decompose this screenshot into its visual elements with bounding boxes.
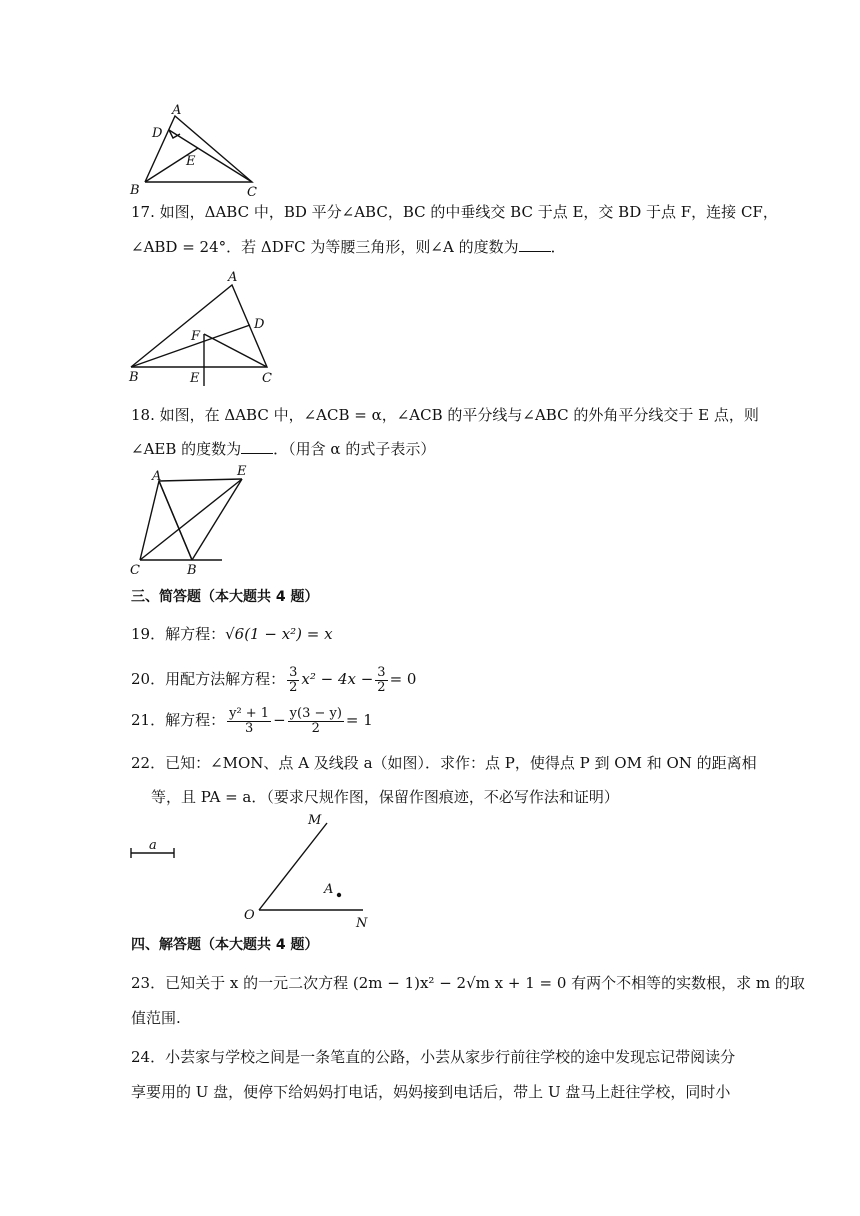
label-C: C [262,371,272,386]
label-E: E [186,154,196,169]
q23-line1: 23．已知关于 x 的一元二次方程 (2m − 1)x² − 2√m x + 1 = 0 有两个不相等的实数根，求 m 的取 [131,974,805,992]
label-B: B [130,183,140,198]
q19-label: 19．解方程： [131,625,226,643]
q18-line2-post: ．（用含 α 的式子表示） [273,440,436,458]
fraction: $\frac{y(3 - y)}{2}$ [289,705,342,736]
label-A: A [324,882,334,897]
section-heading-4: 四、解答题（本大题共 4 题） [131,937,319,953]
q21-end: = 1 [345,711,373,729]
q24-line2: 享要用的 U 盘，便停下给妈妈打电话，妈妈接到电话后，带上 U 盘马上赶往学校，同时小 [131,1083,731,1101]
label-A: A [172,103,182,118]
label-E: E [190,371,200,386]
q22-line2: 等，且 PA = a．（要求尺规作图，保留作图痕迹，不必写作法和证明） [151,788,619,806]
q19-equation: √6(1 − x²) = x [225,625,333,643]
q18-line2-pre: ∠AEB 的度数为 [131,440,242,458]
q24-line1: 24．小芸家与学校之间是一条笔直的公路，小芸从家步行前往学校的途中发现忘记带阅读分 [131,1048,736,1066]
q18-line1: 18. 如图，在 ΔABC 中，∠ACB = α，∠ACB 的平分线与∠ABC 的外角平分线交于 E 点，则 [131,406,759,424]
label-A: A [228,270,238,285]
fraction: $\frac{3}{2}$ [289,664,298,695]
label-D: D [152,126,163,141]
q17-line2-post: ． [550,238,566,256]
label-C: C [130,563,140,578]
section-heading-3: 三、简答题（本大题共 4 题） [131,589,319,605]
q20-label: 20．用配方法解方程： [131,670,286,688]
label-B: B [129,370,139,385]
q21-op: − [273,711,286,729]
q23-line2: 值范围. [131,1009,181,1027]
q20-equation-end: = 0 [389,670,417,688]
q17-line2-pre: ∠ABD = 24°．若 ΔDFC 为等腰三角形，则∠A 的度数为 [131,238,519,256]
label-E: E [237,464,247,479]
label-O: O [244,908,255,923]
q20-equation-mid: x² − 4x − [301,670,374,688]
point-A [337,893,341,897]
q22-line1: 22．已知：∠MON、点 A 及线段 a（如图）．求作：点 P，使得点 P 到 OM 和 ON 的距离相 [131,754,757,772]
label-C: C [247,185,257,200]
label-N: N [356,916,368,931]
label-M: M [308,813,322,828]
fraction: $\frac{\text{y² + 1}}{3}$ [229,705,270,736]
label-B: B [187,563,197,578]
label-F: F [191,329,201,344]
q17-line1: 17. 如图，ΔABC 中，BD 平分∠ABC，BC 的中垂线交 BC 于点 E，交 BD 于点 F，连接 CF， [131,203,778,221]
label-A: A [152,469,162,484]
q21-label: 21．解方程： [131,711,226,729]
fraction: $\frac{3}{2}$ [377,664,386,695]
label-a: a [149,838,157,853]
label-D: D [254,317,265,332]
